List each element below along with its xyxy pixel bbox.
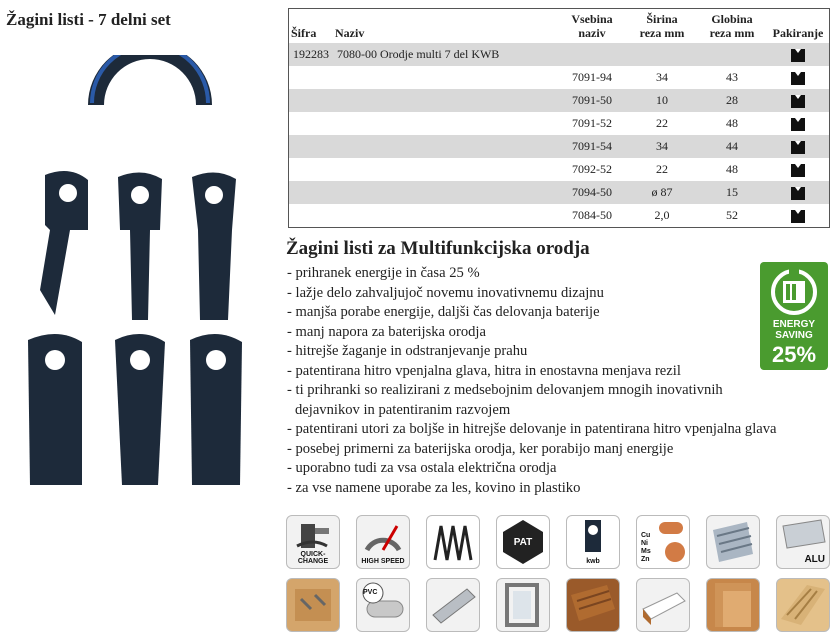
cell-sirina: 22 [656,116,668,130]
cell-vsebina: 7091-94 [572,70,612,84]
pipe-icon [426,578,480,632]
particle-board-icon [776,578,830,632]
feature-item: - prihranek energije in časa 25 % [287,265,480,281]
cell-pakiranje [767,204,830,228]
feature-list [287,264,835,498]
window-frame-icon [496,578,550,632]
feature-item: - hitrejše žaganje in odstranjevanje prahu [287,343,528,359]
table-row [289,112,830,135]
blade-4 [28,334,82,485]
cell-vsebina: 7094-50 [557,181,627,204]
cell-naziv [333,89,557,112]
page-title: Žagini listi - 7 delni set [6,10,171,29]
metals-icon: Cu Ni Ms Zn [636,515,690,569]
cutting-teeth-icon [426,515,480,569]
cell-globina: 48 [726,162,738,176]
feature-item: - manj napora za baterijska orodja [287,323,486,340]
cell-sifra [289,66,334,89]
cell-vsebina [557,43,627,66]
saw-blades-image [0,55,270,495]
energy-saving-badge [760,262,828,370]
feature-item-continuation: dejavnikov in patentiranim razvojem [295,401,511,418]
cell-sifra [289,112,334,135]
package-icon [791,187,805,200]
blade-2 [118,172,162,320]
cell-naziv: 7080-00 Orodje multi 7 del KWB [333,43,557,66]
cell-vsebina: 7091-50 [557,89,627,112]
cell-globina: 28 [697,89,767,112]
quick-change-icon: QUICK-CHANGE [286,515,340,569]
feature-item: - posebej primerni za baterijska orodja, ker porabijo manj energije [287,440,674,457]
package-icon [791,164,805,177]
cell-pakiranje [767,158,830,181]
cell-sifra: 192283 [289,43,334,66]
package-icon [791,210,805,223]
cell-vsebina: 7092-52 [572,162,612,176]
cell-vsebina: 7091-52 [572,116,612,130]
cell-pakiranje [767,89,830,112]
cell-globina [697,43,767,66]
blade-6 [190,334,242,485]
cell-sifra [289,204,334,228]
cell-naziv [333,112,557,135]
cell-naziv [333,158,557,181]
cell-naziv [333,135,557,158]
feature-item: - lažje delo zahvaljujoč novemu inovativnemu dizajnu [287,284,604,301]
wooden-beam-icon [566,578,620,632]
feature-item: - za vse namene uporabe za les, kovino in plastiko [287,479,581,496]
cell-pakiranje [767,181,830,204]
door-frame-icon [706,578,760,632]
cell-sirina: 2,0 [654,208,670,222]
cell-globina: 48 [726,116,738,130]
pvc-pipe-icon: PVC [356,578,410,632]
header-naziv: Naziv [335,26,365,40]
table-row [289,135,830,158]
package-icon [791,118,805,131]
aluminium-profile-icon: ALU [776,515,830,569]
energy-saving-percent: 25% [771,342,817,367]
cell-globina: 15 [697,181,767,204]
battery-icon [769,267,819,317]
table-row [289,43,830,66]
cell-sifra [289,158,334,181]
feature-item: - patentirana hitro vpenjalna glava, hitra in enostavna menjava rezil [287,362,681,379]
skirting-board-icon [636,578,690,632]
cell-pakiranje [767,66,830,89]
cell-pakiranje [767,112,830,135]
high-speed-icon: HIGH SPEED [356,515,410,569]
blade-5 [115,334,165,485]
cell-sifra [289,89,334,112]
cell-sifra [289,135,334,158]
blade-1 [40,171,88,315]
feature-item: - manjša porabe energije, daljši čas delovanja baterije [287,304,600,320]
header-sifra: Šifra [291,26,317,40]
wood-nails-icon [286,578,340,632]
header-globina: Globina reza mm [709,12,755,40]
cell-sirina [627,43,697,66]
cell-globina: 52 [726,208,738,222]
feature-item: - uporabno tudi za vsa ostala električna orodja [287,460,557,476]
cell-naziv [333,204,557,228]
cell-naziv [333,66,557,89]
package-icon [791,72,805,85]
kwb-icon: kwb [566,515,620,569]
table-header-row [289,9,830,44]
cell-sirina: 10 [627,89,697,112]
cell-sirina: ø 87 [627,181,697,204]
feature-item: - ti prihranki so realizirani z medsebojnim delovanjem mnogih inovativnih [287,382,723,398]
cell-sifra [289,181,334,204]
table-row [289,204,830,228]
header-sirina: Širina reza mm [639,12,685,40]
cell-sirina: 34 [627,135,697,158]
spec-table [288,8,830,228]
cell-naziv [333,181,557,204]
header-pakiranje: Pakiranje [772,26,824,40]
segment-blade [88,55,212,124]
package-icon [791,49,805,62]
cell-sirina: 22 [656,162,668,176]
cell-globina: 44 [697,135,767,158]
cell-globina: 43 [726,70,738,84]
table-row [289,89,830,112]
feature-item: - patentirani utori za boljše in hitrejše delovanje in patentirana hitro vpenjalna glava [287,421,777,437]
cell-vsebina: 7091-54 [557,135,627,158]
table-row [289,66,830,89]
table-row [289,158,830,181]
section-title: Žagini listi za Multifunkcijska orodja [286,238,590,259]
cell-vsebina: 7084-50 [572,208,612,222]
cell-pakiranje [767,135,830,158]
package-icon [791,141,805,154]
patent-icon: PAT [496,515,550,569]
table-row [289,181,830,204]
package-icon [791,95,805,108]
cell-sirina: 34 [656,70,668,84]
header-vsebina: Vsebina naziv [571,12,613,40]
energy-saving-text: ENERGY SAVING [772,319,816,341]
sheet-metal-icon [706,515,760,569]
blade-3 [192,172,236,320]
cell-pakiranje [767,43,830,66]
